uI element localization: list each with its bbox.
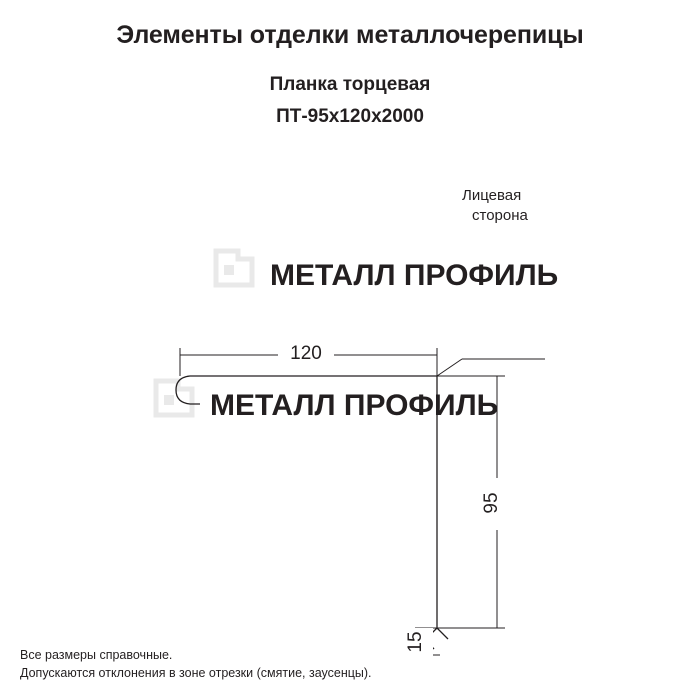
title-block	[0, 22, 700, 128]
svg-text:МЕТАЛЛ ПРОФИЛЬ: МЕТАЛЛ ПРОФИЛЬ	[210, 389, 499, 422]
technical-drawing	[0, 150, 700, 653]
dim-label-120: 120	[290, 343, 322, 364]
face-side-label-line2: сторона	[472, 207, 528, 224]
footer-line-2: Допускаются отклонения в зоне отрезки (смятие, заусенцы).	[20, 665, 372, 680]
dim-label-95: 95	[481, 492, 502, 514]
product-code: ПТ-95x120x2000	[276, 106, 424, 128]
svg-text:МЕТАЛЛ ПРОФИЛЬ: МЕТАЛЛ ПРОФИЛЬ	[270, 259, 559, 292]
profile-lip	[176, 390, 200, 404]
profile-outline-top	[176, 376, 437, 390]
profile-bottom-lip	[437, 628, 448, 639]
footer-line-1: Все размеры справочные.	[20, 647, 173, 662]
dim-label-15: 15	[405, 631, 426, 653]
leader-line-face-side	[437, 359, 462, 376]
footer-notes	[20, 646, 372, 682]
face-side-label-line1: Лицевая	[462, 187, 522, 204]
page-title: Элементы отделки металлочерепицы	[116, 21, 584, 49]
product-name: Планка торцевая	[269, 73, 431, 95]
